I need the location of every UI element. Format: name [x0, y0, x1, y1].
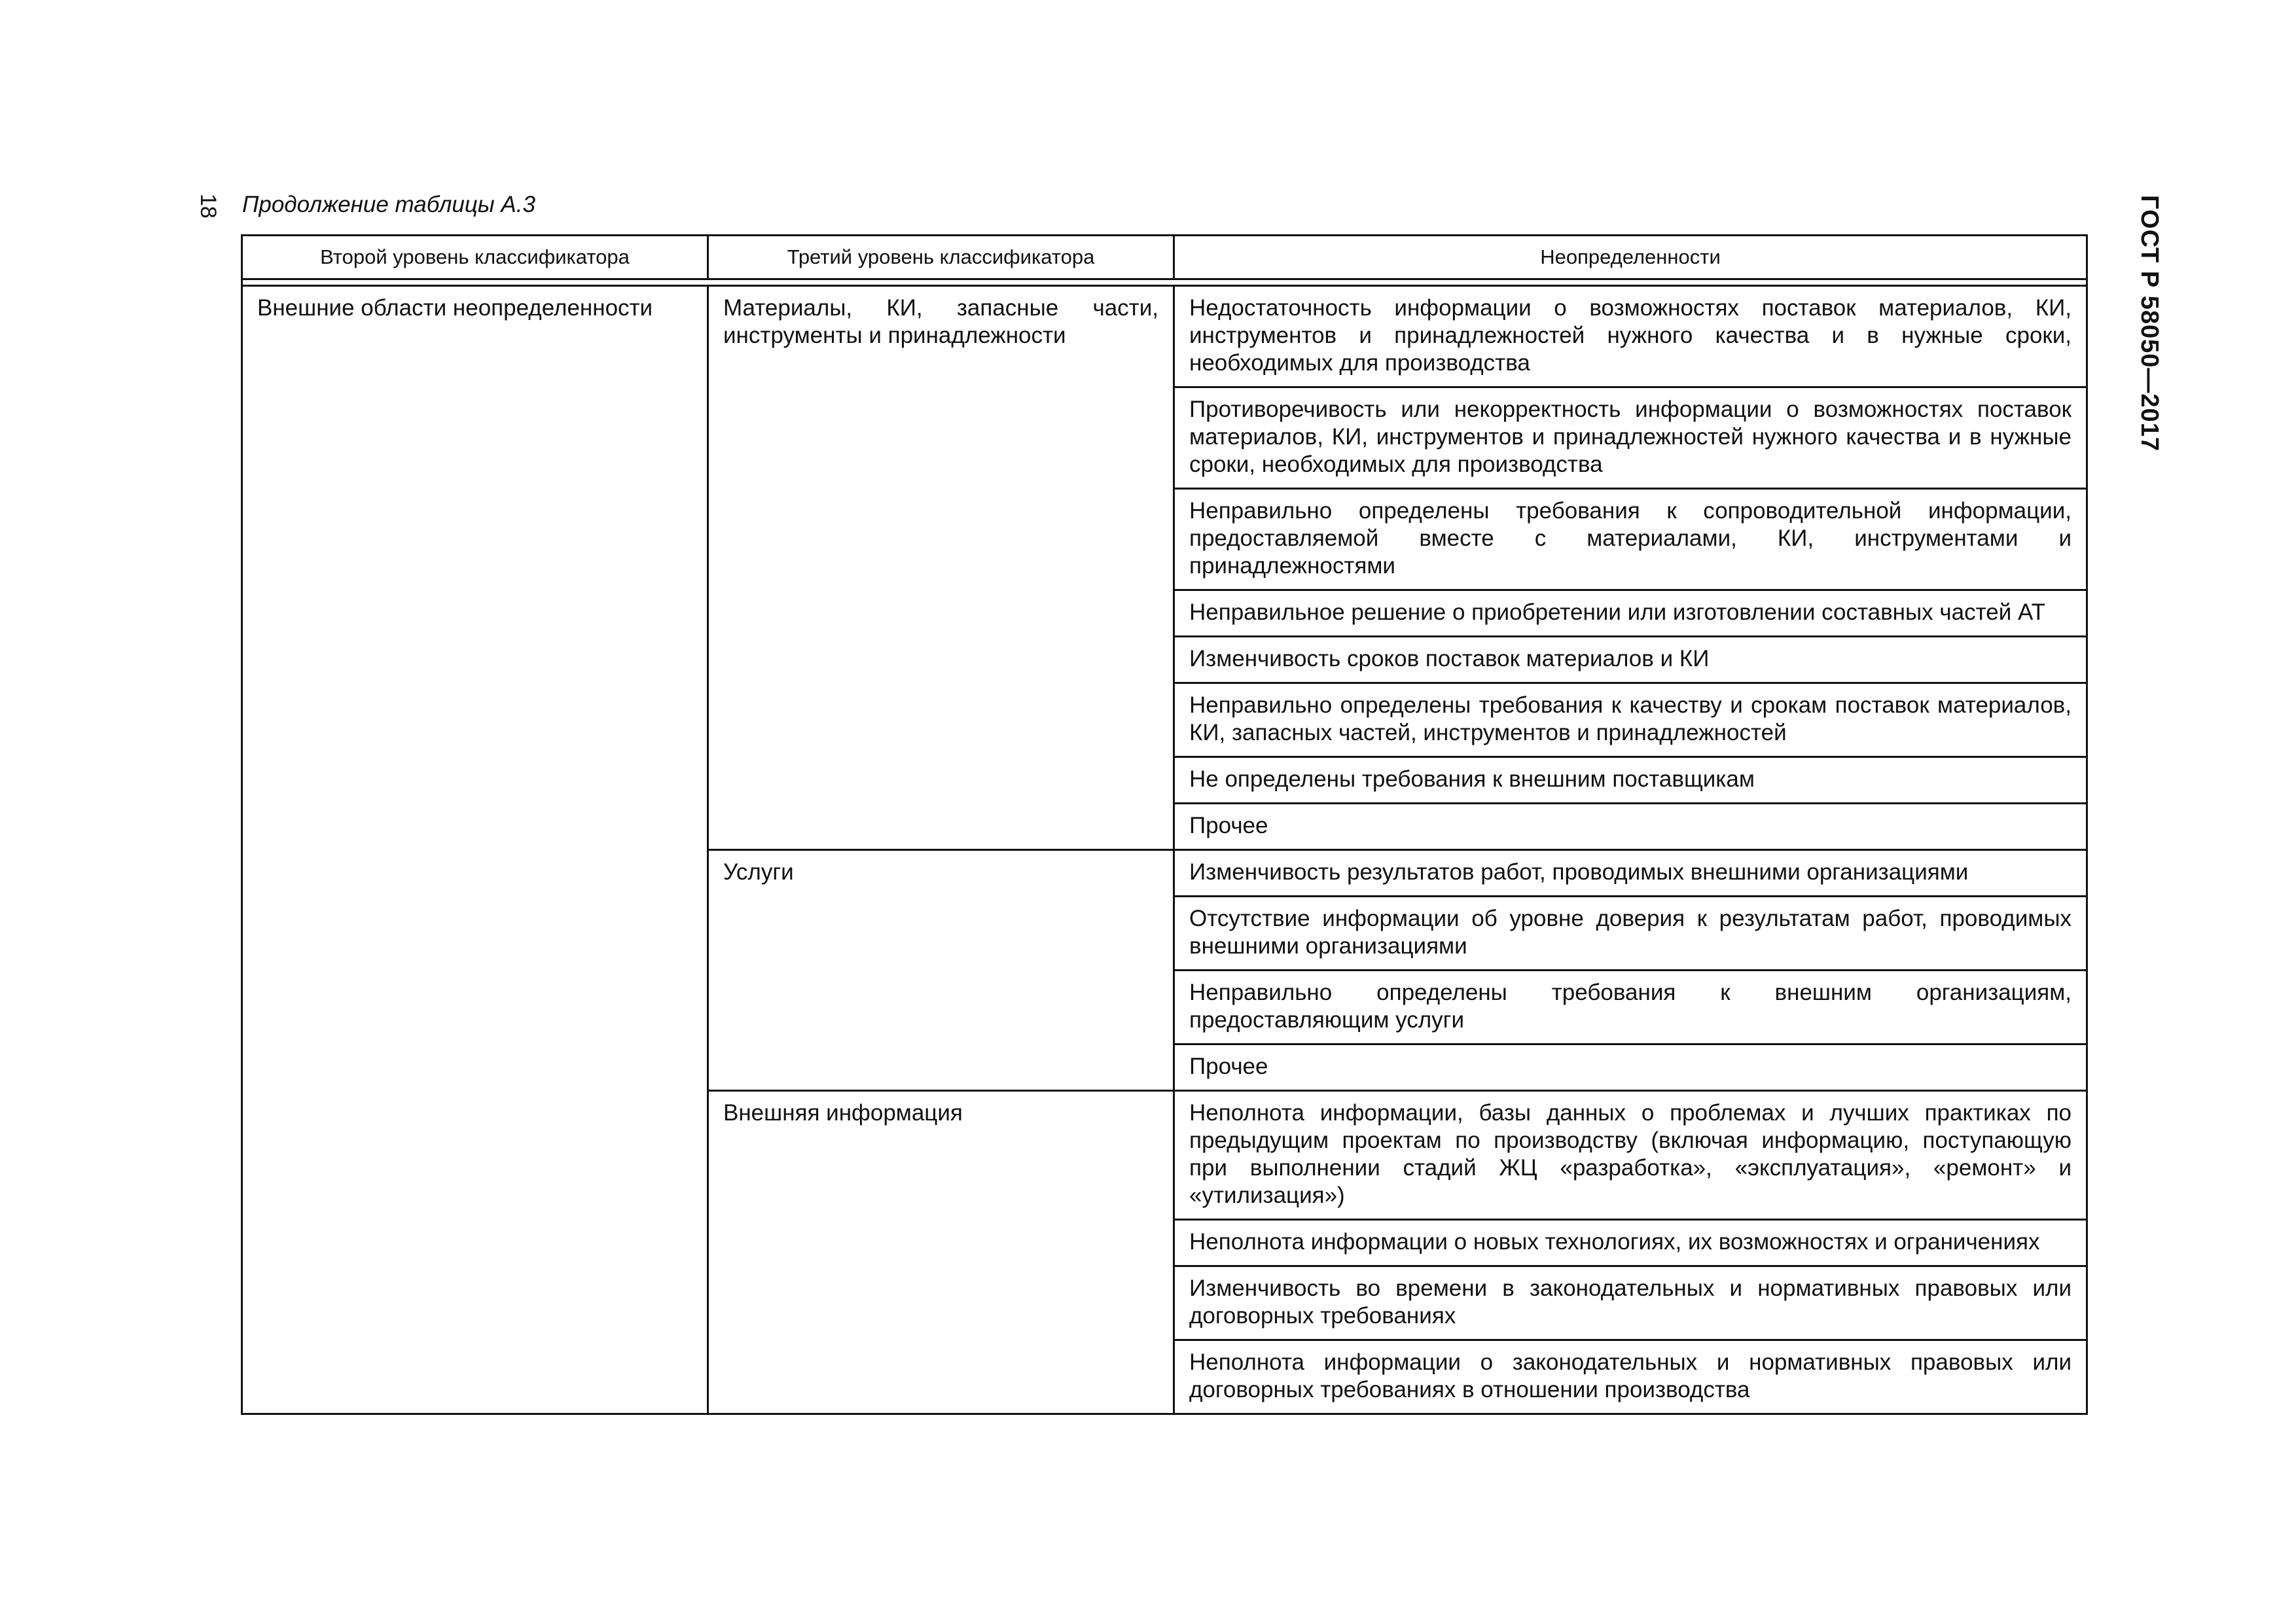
table-row: [242, 286, 2087, 387]
uncertainty-cell: Отсутствие информации об уровне доверия к результатам работ, проводимых внешними организациями: [1174, 897, 2087, 971]
uncertainty-cell: Прочее: [1174, 804, 2087, 850]
uncertainty-cell: Неправильное решение о приобретении или изготовлении составных частей АТ: [1174, 590, 2087, 637]
header-level2: Второй уровень классификатора: [242, 236, 708, 279]
uncertainty-table: [241, 234, 2088, 1415]
uncertainty-cell: Прочее: [1174, 1044, 2087, 1091]
uncertainty-cell: Изменчивость результатов работ, проводимых внешними организациями: [1174, 850, 2087, 897]
table-header-row: [242, 236, 2087, 279]
document-code: ГОСТ Р 58050—2017: [2136, 195, 2163, 452]
level3-cell: Внешняя информация: [708, 1091, 1174, 1414]
level3-cell: Услуги: [708, 850, 1174, 1091]
level2-cell: Внешние области неопределенности: [242, 286, 708, 1414]
header-uncertainties: Неопределенности: [1174, 236, 2087, 279]
uncertainty-cell: Противоречивость или некорректность информации о возможностях поставок материалов, КИ, инструментов и принадлежностей нужного качества и в нужные сроки, необходимых для производства: [1174, 387, 2087, 489]
page-number: 18: [196, 194, 221, 219]
uncertainty-cell: Недостаточность информации о возможностях поставок материалов, КИ, инструментов и принадлежностей нужного качества и в нужные сроки, необходимых для производства: [1174, 286, 2087, 387]
uncertainty-cell: Неполнота информации о законодательных и нормативных правовых или договорных требованиях в отношении производства: [1174, 1340, 2087, 1414]
uncertainty-cell: Изменчивость во времени в законодательных и нормативных правовых или договорных требованиях: [1174, 1266, 2087, 1340]
level3-cell: Материалы, КИ, запасные части, инструменты и принадлежности: [708, 286, 1174, 850]
uncertainty-cell: Неправильно определены требования к внешним организациям, предоставляющим услуги: [1174, 971, 2087, 1044]
table-caption: Продолжение таблицы А.3: [242, 192, 535, 217]
header-level3: Третий уровень классификатора: [708, 236, 1174, 279]
uncertainty-cell: Неполнота информации о новых технологиях, их возможностях и ограничениях: [1174, 1220, 2087, 1266]
uncertainty-cell: Изменчивость сроков поставок материалов и КИ: [1174, 637, 2087, 683]
uncertainty-cell: Не определены требования к внешним поставщикам: [1174, 757, 2087, 804]
uncertainty-cell: Неполнота информации, базы данных о проблемах и лучших практиках по предыдущим проектам по производству (включая информацию, поступающую при выполнении стадий ЖЦ «разработка», «эксплуатация», «ремонт» и «утилизация»): [1174, 1091, 2087, 1220]
uncertainty-cell: Неправильно определены требования к сопроводительной информации, предоставляемой вместе с материалами, КИ, инструментами и принадлежностями: [1174, 489, 2087, 590]
uncertainty-cell: Неправильно определены требования к качеству и срокам поставок материалов, КИ, запасных частей, инструментов и принадлежностей: [1174, 683, 2087, 757]
header-separator: [242, 279, 2087, 286]
